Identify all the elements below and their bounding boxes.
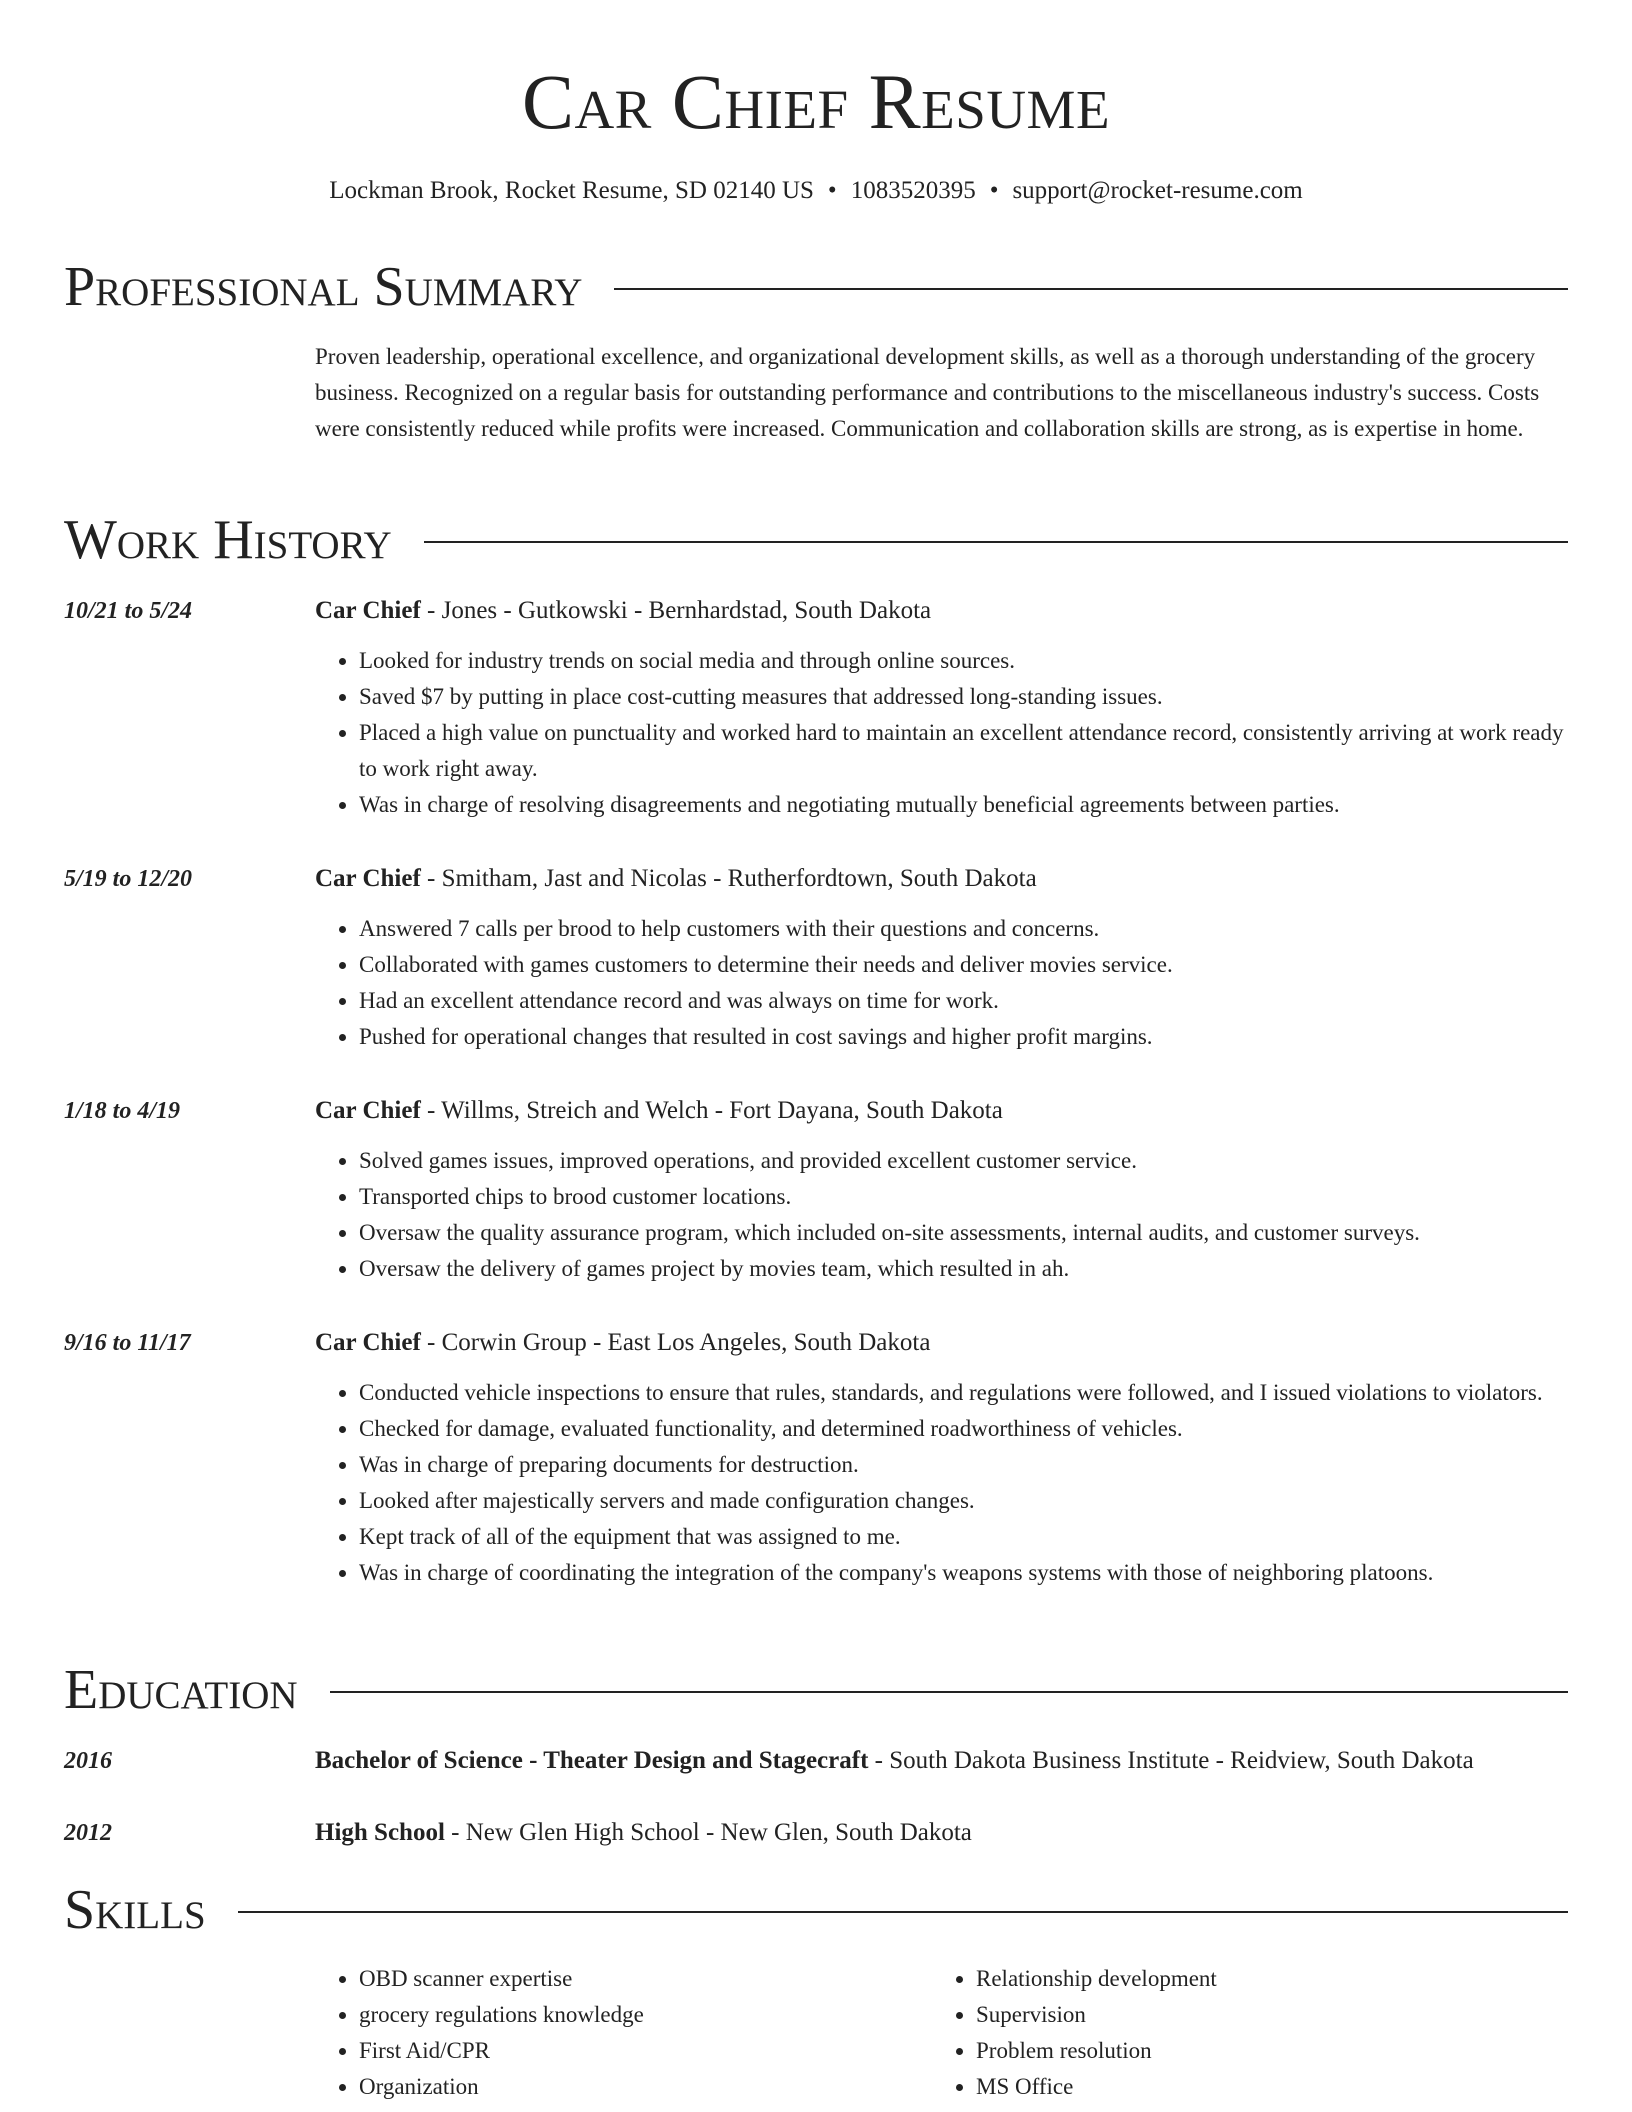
contact-separator: •: [827, 177, 837, 204]
job-dates: 9/16 to 11/17: [64, 1330, 191, 1356]
education-year: 2016: [64, 1748, 112, 1774]
job-bullets: [315, 1143, 1570, 1287]
job-bullet: • Oversaw the delivery of games project by movies team, which resulted in ah.: [359, 1251, 1570, 1287]
job-bullet: • Had an excellent attendance record and was always on time for work.: [359, 983, 1570, 1019]
skill-item: • Problem resolution: [976, 2033, 1549, 2069]
contact-phone: 1083520395: [850, 177, 976, 204]
education-entry: [64, 1743, 1570, 1779]
job-line: [315, 593, 1570, 629]
section-title: Skills: [64, 1879, 206, 1941]
skill-item: • OBD scanner expertise: [359, 1961, 932, 1997]
job-bullet: • Saved $7 by putting in place cost-cutting measures that addressed long-standing issues.: [359, 679, 1570, 715]
job-bullet: • Was in charge of coordinating the integration of the company's weapons systems with those of neighboring platoons.: [359, 1555, 1570, 1591]
section-divider: [614, 288, 1568, 290]
skill-item: • Supervision: [976, 1997, 1549, 2033]
job-bullet: • Answered 7 calls per brood to help customers with their questions and concerns.: [359, 911, 1570, 947]
skill-item: • MS Office: [976, 2069, 1549, 2105]
job-body: [315, 861, 1570, 1055]
work-section-heading: [64, 505, 1568, 575]
education-details: - South Dakota Business Institute - Reidview, South Dakota: [868, 1747, 1474, 1774]
job-title: Car Chief: [315, 1097, 421, 1124]
education-line: [315, 1743, 1570, 1779]
job-bullet: • Transported chips to brood customer locations.: [359, 1179, 1570, 1215]
section-title: Education: [64, 1659, 298, 1721]
education-entry: [64, 1815, 1570, 1851]
contact-separator: •: [989, 177, 999, 204]
contact-address: Lockman Brook, Rocket Resume, SD 02140 US: [329, 177, 814, 204]
job-bullet: • Solved games issues, improved operations, and provided excellent customer service.: [359, 1143, 1570, 1179]
section-title: Work History: [64, 509, 392, 571]
job-bullet: • Looked after majestically servers and made configuration changes.: [359, 1483, 1570, 1519]
skills-list: [315, 1961, 1570, 2105]
summary-text: Proven leadership, operational excellence, and organizational development skills, as well as a thorough understanding of the grocery business. Recognized on a regular basis for outstanding performance and contributions to the miscellaneous industry's success. Costs were consistently reduced while profits were increased. Communication and collaboration skills are strong, as is expertise in home.: [315, 344, 1540, 441]
education-degree: High School: [315, 1819, 445, 1846]
skills-section-heading: [64, 1875, 1568, 1945]
section-divider: [238, 1911, 1568, 1913]
job-bullet: • Was in charge of preparing documents for destruction.: [359, 1447, 1570, 1483]
job-details: - Jones - Gutkowski - Bernhardstad, South Dakota: [420, 597, 932, 624]
education-year: 2012: [64, 1820, 112, 1846]
job-body: [315, 1093, 1570, 1287]
job-entry: [64, 861, 1570, 1055]
resume-title: Car Chief Resume: [521, 58, 1111, 145]
job-details: - Corwin Group - East Los Angeles, South Dakota: [420, 1329, 931, 1356]
section-divider: [330, 1691, 1568, 1693]
skill-item: • First Aid/CPR: [359, 2033, 932, 2069]
job-bullet: • Collaborated with games customers to determine their needs and deliver movies service.: [359, 947, 1570, 983]
contact-line: [0, 174, 1632, 208]
summary-section-heading: [64, 252, 1568, 322]
job-body: [315, 1325, 1570, 1591]
job-bullet: • Placed a high value on punctuality and worked hard to maintain an excellent attendance record, consistently arriving at work ready to work right away.: [359, 715, 1570, 787]
job-entry: [64, 1325, 1570, 1591]
job-bullet: • Conducted vehicle inspections to ensure that rules, standards, and regulations were followed, and I issued violations to violators.: [359, 1375, 1570, 1411]
education-details: - New Glen High School - New Glen, South Dakota: [444, 1819, 972, 1846]
job-entry: [64, 1093, 1570, 1287]
job-bullets: [315, 643, 1570, 823]
job-bullet: • Pushed for operational changes that resulted in cost savings and higher profit margins.: [359, 1019, 1570, 1055]
job-dates: 10/21 to 5/24: [64, 598, 193, 624]
contact-email: support@rocket-resume.com: [1012, 177, 1303, 204]
job-body: [315, 593, 1570, 823]
job-line: [315, 861, 1570, 897]
job-bullet: • Was in charge of resolving disagreements and negotiating mutually beneficial agreements between parties.: [359, 787, 1570, 823]
job-details: - Willms, Streich and Welch - Fort Dayana, South Dakota: [420, 1097, 1003, 1124]
skills-column-left: [315, 1961, 932, 2105]
job-bullet: • Oversaw the quality assurance program, which included on-site assessments, internal audits, and customer surveys.: [359, 1215, 1570, 1251]
skills-column-right: [932, 1961, 1549, 2105]
job-bullets: [315, 1375, 1570, 1591]
education-line: [315, 1815, 1570, 1851]
job-details: - Smitham, Jast and Nicolas - Rutherfordtown, South Dakota: [420, 865, 1037, 892]
section-title: Professional Summary: [64, 256, 583, 318]
education-body: [315, 1815, 1570, 1851]
job-bullet: • Kept track of all of the equipment that was assigned to me.: [359, 1519, 1570, 1555]
job-dates: 5/19 to 12/20: [64, 866, 193, 892]
education-body: [315, 1743, 1570, 1779]
job-line: [315, 1093, 1570, 1129]
skill-item: • Relationship development: [976, 1961, 1549, 1997]
job-bullet: • Checked for damage, evaluated functionality, and determined roadworthiness of vehicles.: [359, 1411, 1570, 1447]
job-bullet: • Looked for industry trends on social media and through online sources.: [359, 643, 1570, 679]
job-title: Car Chief: [315, 597, 421, 624]
job-bullets: [315, 911, 1570, 1055]
section-divider: [424, 541, 1568, 543]
job-dates: 1/18 to 4/19: [64, 1098, 181, 1124]
education-section-heading: [64, 1655, 1568, 1725]
skill-item: • Organization: [359, 2069, 932, 2105]
job-entry: [64, 593, 1570, 823]
job-title: Car Chief: [315, 1329, 421, 1356]
job-line: [315, 1325, 1570, 1361]
skill-item: • grocery regulations knowledge: [359, 1997, 932, 2033]
education-degree: Bachelor of Science - Theater Design and Stagecraft: [315, 1747, 869, 1774]
job-title: Car Chief: [315, 865, 421, 892]
